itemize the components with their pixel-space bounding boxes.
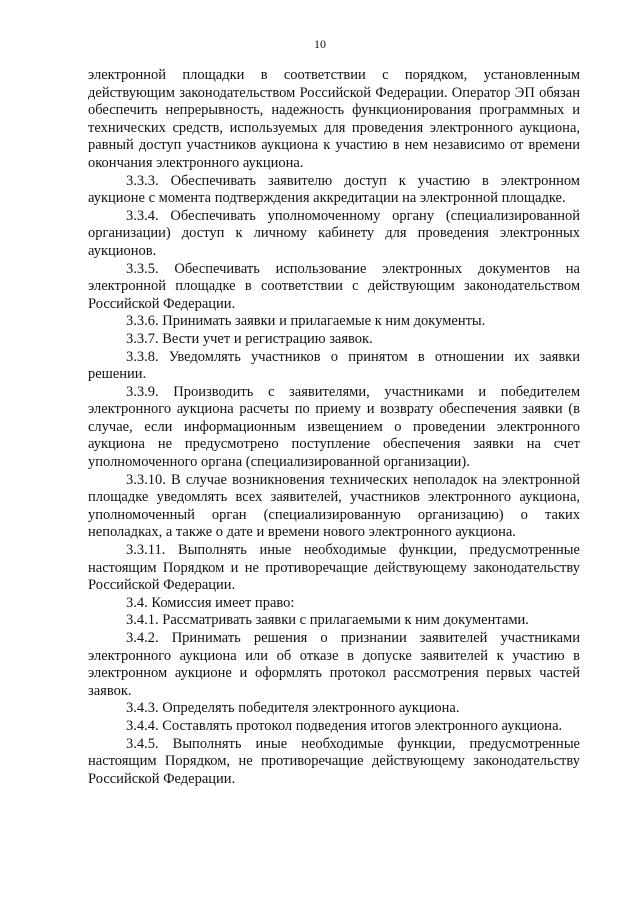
document-body [88,67,580,788]
paragraph-3-4-3: 3.4.3. Определять победителя электронного аукциона. [126,700,460,717]
paragraph-3-3-7: 3.3.7. Вести учет и регистрацию заявок. [126,330,373,347]
paragraph-3-4-5: 3.4.5. Выполнять иные необходимые функции, предусмотренные настоящим Порядком, не противоречащие действующему законодательству Российской Федерации. [88,735,580,787]
paragraph-3-3-5: 3.3.5. Обеспечивать использование электронных документов на электронной площадке в соответствии с действующим законодательством Российской Федерации. [88,260,580,312]
paragraph-3-3-3: 3.3.3. Обеспечивать заявителю доступ к участию в электронном аукционе с момента подтверждения аккредитации на электронной площадке. [88,172,580,207]
paragraph-3-3-4: 3.3.4. Обеспечивать уполномоченному органу (специализированной организации) доступ к личному кабинету для проведения электронных аукционов. [88,207,580,259]
paragraph-3-4-1: 3.4.1. Рассматривать заявки с прилагаемыми к ним документами. [126,612,529,629]
paragraph-3-3-9: 3.3.9. Производить с заявителями, участниками и победителем электронного аукциона расчеты по приему и возврату обеспечения заявки (в случае, если информационным извещением о проведении электронного аукциона не предусмотрено поступление обеспечения заявки на счет уполномоченного органа (специализированной организации). [88,383,580,471]
paragraph-3-3-6: 3.3.6. Принимать заявки и прилагаемые к ним документы. [126,313,486,330]
paragraph-3-4-4: 3.4.4. Составлять протокол подведения итогов электронного аукциона. [126,717,563,734]
paragraph-3-4-2: 3.4.2. Принимать решения о признании заявителей участниками электронного аукциона или об отказе в допуске заявителей к участию в электронном аукционе и оформлять протокол рассмотрения первых частей заявок. [88,630,580,699]
paragraph-3-4: 3.4. Комиссия имеет право: [126,594,295,611]
paragraph-3-3-11: 3.3.11. Выполнять иные необходимые функции, предусмотренные настоящим Порядком и не противоречащие действующему законодательству Российской Федерации. [88,542,580,594]
paragraph-3-3-8: 3.3.8. Уведомлять участников о принятом в отношении их заявки решении. [88,348,580,383]
page-number: 10 [314,37,326,51]
paragraph-3-3-10: 3.3.10. В случае возникновения технических неполадок на электронной площадке уведомлять всех заявителей, участников электронного аукциона, уполномоченный орган (специализированную организацию) о таких неполадках, а также о дате и времени нового электронного аукциона. [88,471,580,541]
paragraph-continuation: электронной площадки в соответствии с порядком, установленным действующим законодательством Российской Федерации. Оператор ЭП обязан обеспечить непрерывность, надежность функционирования программных и технических средств, используемых для проведения электронного аукциона, равный доступ участников аукциона к участию в нем независимо от времени окончания электронного аукциона. [88,67,580,171]
